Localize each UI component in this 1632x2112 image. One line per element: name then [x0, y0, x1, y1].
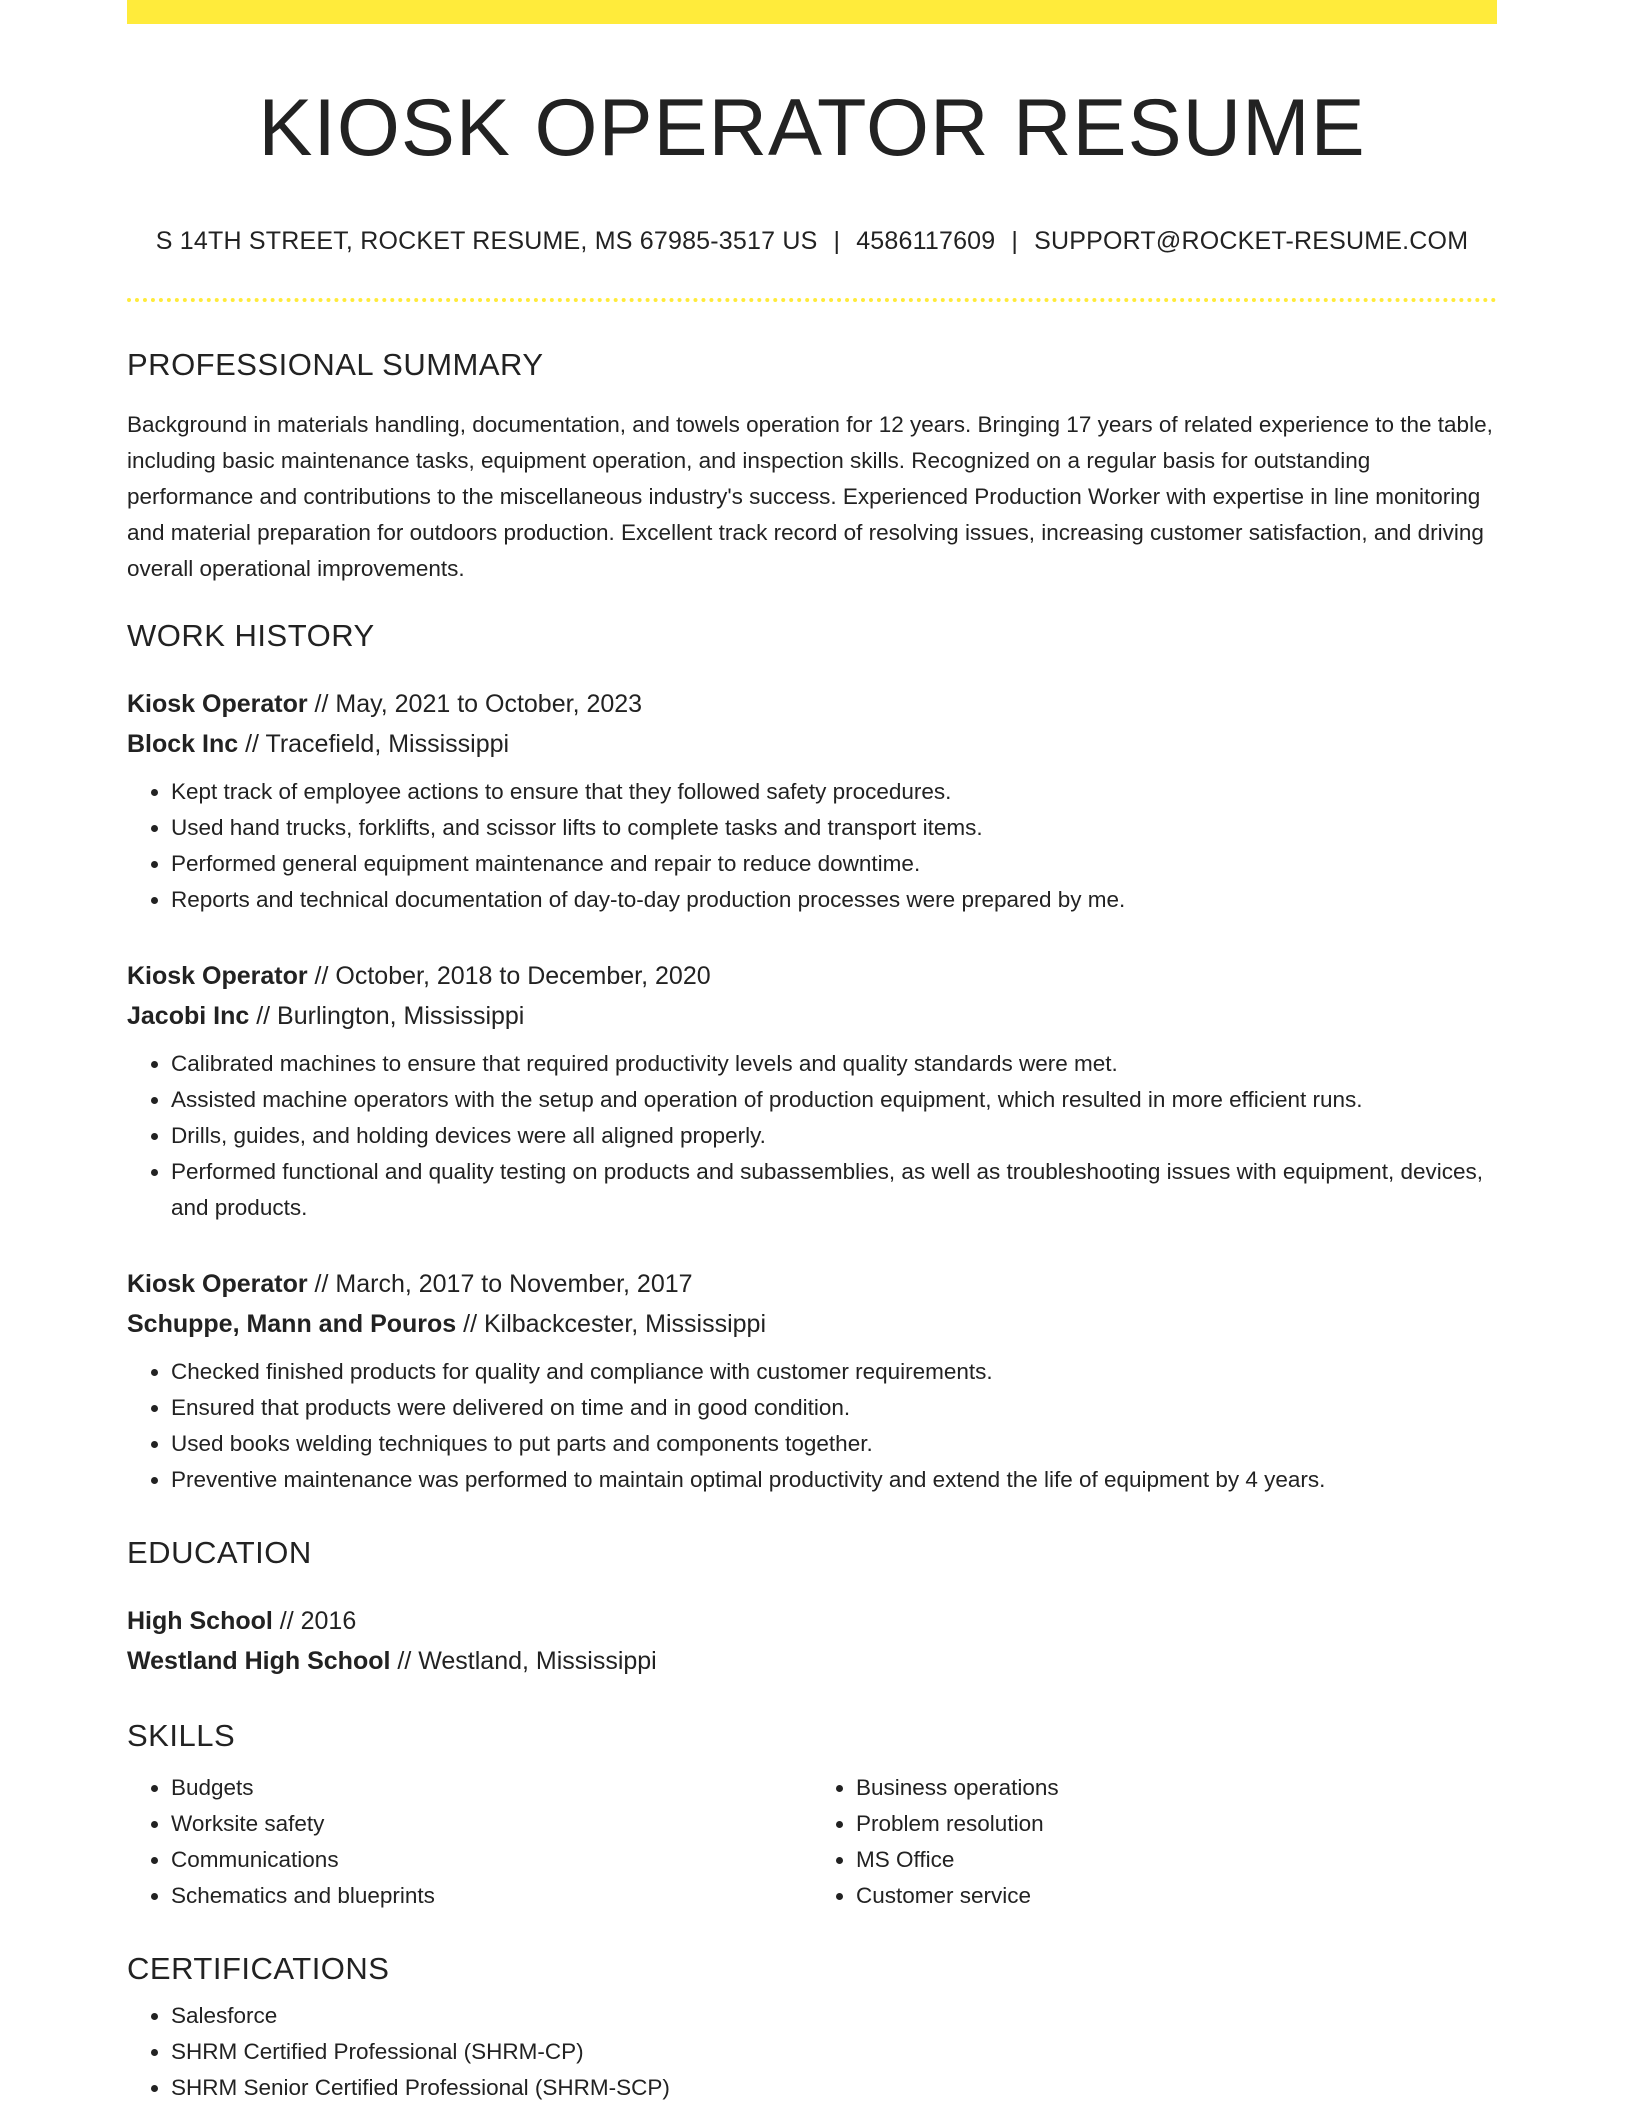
- certifications-heading: CERTIFICATIONS: [127, 1951, 390, 1987]
- job-title-line: [127, 684, 1497, 724]
- contact-phone: 4586117609: [856, 227, 996, 256]
- job-title: Kiosk Operator: [127, 689, 308, 718]
- list-item: • Performed general equipment maintenance and repair to reduce downtime.: [171, 846, 1497, 882]
- job-entry: [127, 684, 1497, 918]
- education-year: // 2016: [272, 1607, 357, 1636]
- list-item: • Preventive maintenance was performed to maintain optimal productivity and extend the life of equipment by 4 years.: [171, 1462, 1497, 1498]
- skill-item: • Problem resolution: [856, 1806, 1497, 1842]
- skill-item: • Budgets: [171, 1770, 812, 1806]
- skill-item: • Communications: [171, 1842, 812, 1878]
- job-dates: // March, 2017 to November, 2017: [307, 1269, 693, 1298]
- work-history-heading: WORK HISTORY: [127, 617, 375, 653]
- skill-item: • Business operations: [856, 1770, 1497, 1806]
- list-item: • Kept track of employee actions to ensure that they followed safety procedures.: [171, 774, 1497, 810]
- contact-email: SUPPORT@ROCKET-RESUME.COM: [1034, 227, 1469, 256]
- accent-top-bar: [127, 0, 1497, 24]
- job-title-line: [127, 956, 1497, 996]
- list-item: • Performed functional and quality testing on products and subassemblies, as well as troubleshooting issues with equipment, devices, and products.: [171, 1154, 1497, 1226]
- summary-text: Background in materials handling, documentation, and towels operation for 12 years. Bringing 17 years of related experience to the table, including basic maintenance tasks, equipment operation, and inspection skills. Recognized on a regular basis for outstanding performance and contributions to the miscellaneous industry's success. Experienced Production Worker with expertise in line monitoring and material preparation for outdoors production. Excellent track record of resolving issues, increasing customer satisfaction, and driving overall operational improvements.: [127, 411, 1493, 581]
- job-entry: [127, 956, 1497, 1226]
- job-company-line: [127, 724, 1497, 764]
- list-item: • Calibrated machines to ensure that required productivity levels and quality standards were met.: [171, 1046, 1497, 1082]
- certification-item: • SHRM Senior Certified Professional (SHRM-SCP): [171, 2070, 1497, 2106]
- job-company-line: [127, 996, 1497, 1036]
- list-item: • Used books welding techniques to put parts and components together.: [171, 1426, 1497, 1462]
- job-dates: // May, 2021 to October, 2023: [307, 689, 643, 718]
- education-entry: [127, 1601, 1497, 1681]
- education-degree-line: [127, 1601, 1497, 1641]
- skill-item: • Schematics and blueprints: [171, 1878, 812, 1914]
- skills-right-column: [812, 1770, 1497, 1914]
- education-degree: High School: [127, 1607, 273, 1636]
- dotted-divider: [127, 298, 1497, 302]
- contact-separator: |: [833, 227, 841, 256]
- job-entry: [127, 1264, 1497, 1498]
- skills-heading: SKILLS: [127, 1718, 236, 1754]
- list-item: • Used hand trucks, forklifts, and scissor lifts to complete tasks and transport items.: [171, 810, 1497, 846]
- skill-item: • Worksite safety: [171, 1806, 812, 1842]
- job-title: Kiosk Operator: [127, 961, 308, 990]
- skills-left-column: [127, 1770, 812, 1914]
- job-title: Kiosk Operator: [127, 1269, 308, 1298]
- job-location: // Tracefield, Mississippi: [238, 729, 510, 758]
- contact-address: S 14TH STREET, ROCKET RESUME, MS 67985-3517 US: [155, 227, 818, 256]
- contact-line: [127, 225, 1497, 258]
- list-item: • Reports and technical documentation of day-to-day production processes were prepared by me.: [171, 882, 1497, 918]
- list-item: • Drills, guides, and holding devices were all aligned properly.: [171, 1118, 1497, 1154]
- certification-item: • Salesforce: [171, 1998, 1497, 2034]
- job-company: Schuppe, Mann and Pouros: [127, 1309, 457, 1338]
- job-bullets: [127, 1046, 1497, 1226]
- skill-item: • Customer service: [856, 1878, 1497, 1914]
- certification-item: • SHRM Certified Professional (SHRM-CP): [171, 2034, 1497, 2070]
- education-heading: EDUCATION: [127, 1534, 312, 1570]
- job-company-line: [127, 1304, 1497, 1344]
- list-item: • Ensured that products were delivered on time and in good condition.: [171, 1390, 1497, 1426]
- skills-grid: [127, 1770, 1497, 1914]
- contact-separator: |: [1011, 227, 1019, 256]
- skill-item: • MS Office: [856, 1842, 1497, 1878]
- job-location: // Kilbackcester, Mississippi: [456, 1309, 767, 1338]
- job-company: Jacobi Inc: [127, 1001, 250, 1030]
- job-location: // Burlington, Mississippi: [249, 1001, 525, 1030]
- certifications-list: [127, 1998, 1497, 2106]
- job-company: Block Inc: [127, 729, 239, 758]
- education-school: Westland High School: [127, 1647, 391, 1676]
- list-item: • Checked finished products for quality and compliance with customer requirements.: [171, 1354, 1497, 1390]
- job-title-line: [127, 1264, 1497, 1304]
- resume-title: KIOSK OPERATOR RESUME: [258, 83, 1366, 173]
- job-dates: // October, 2018 to December, 2020: [307, 961, 711, 990]
- list-item: • Assisted machine operators with the setup and operation of production equipment, which resulted in more efficient runs.: [171, 1082, 1497, 1118]
- education-school-line: [127, 1641, 1497, 1681]
- job-bullets: [127, 774, 1497, 918]
- resume-page: [127, 0, 1497, 2106]
- job-bullets: [127, 1354, 1497, 1498]
- education-location: // Westland, Mississippi: [390, 1647, 657, 1676]
- summary-heading: PROFESSIONAL SUMMARY: [127, 346, 544, 382]
